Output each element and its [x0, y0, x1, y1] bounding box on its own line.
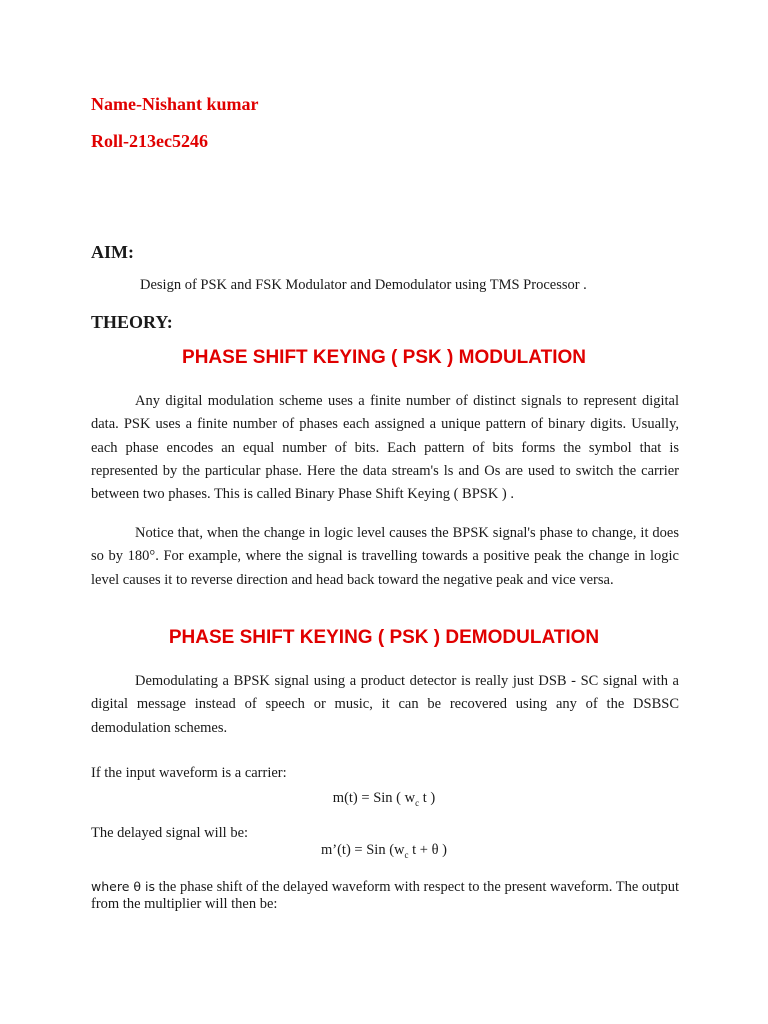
- theory-heading: THEORY:: [91, 312, 173, 332]
- where-theta-text: the phase shift of the delayed waveform with respect to the present waveform. The output from the multiplier will then be:: [91, 879, 679, 912]
- equation-delayed-rhs: t + θ ): [408, 842, 447, 858]
- delayed-signal-label: The delayed signal will be:: [91, 825, 249, 841]
- equation-delayed-sub: c: [404, 849, 409, 860]
- psk-modulation-title: PHASE SHIFT KEYING ( PSK ) MODULATION: [182, 347, 586, 368]
- equation-carrier-lhs: m(t) = Sin ( w: [332, 790, 416, 806]
- psk-modulation-paragraph-2-text: Notice that, when the change in logic level causes the BPSK signal's phase to change, it does so by 180°. For example, where the signal is travelling towards a positive peak the change in logic level causes it to reverse direction and head back toward the negative peak and vice versa.: [91, 525, 679, 588]
- equation-carrier-sub: c: [415, 797, 420, 808]
- phase-shift-explanation: [91, 878, 681, 913]
- psk-demodulation-paragraph: [91, 670, 679, 740]
- equation-delayed: [0, 842, 768, 860]
- roll-number: Roll-213ec5246: [91, 131, 208, 151]
- psk-modulation-paragraph-2: [91, 522, 679, 592]
- aim-heading: AIM:: [91, 242, 134, 262]
- psk-demodulation-title: PHASE SHIFT KEYING ( PSK ) DEMODULATION: [168, 627, 600, 648]
- equation-delayed-lhs: m’(t) = Sin (w: [321, 842, 405, 858]
- psk-demodulation-paragraph-text: Demodulating a BPSK signal using a product detector is really just DSB - SC signal with a digital message instead of speech or music, it can be recovered using any of the DSBSC demodulation schemes.: [91, 673, 679, 736]
- equation-carrier-rhs: t ): [419, 790, 436, 806]
- input-waveform-label: If the input waveform is a carrier:: [91, 765, 287, 781]
- student-name: Name-Nishant kumar: [91, 94, 259, 114]
- psk-modulation-paragraph-1-text: Any digital modulation scheme uses a finite number of distinct signals to represent digital data. PSK uses a finite number of phases each assigned a unique pattern of binary digits. Usually, each phase encodes an equal number of bits. Each pattern of bits forms the symbol that is represented by the particular phase. Here the data stream's ls and Os are used to switch the carrier between two phases. This is called Binary Phase Shift Keying ( BPSK ) .: [91, 393, 679, 503]
- equation-carrier: [0, 790, 768, 808]
- aim-text: Design of PSK and FSK Modulator and Demodulator using TMS Processor .: [140, 277, 587, 293]
- psk-modulation-paragraph-1: [91, 390, 679, 506]
- where-theta-prefix: where θ is: [91, 879, 155, 894]
